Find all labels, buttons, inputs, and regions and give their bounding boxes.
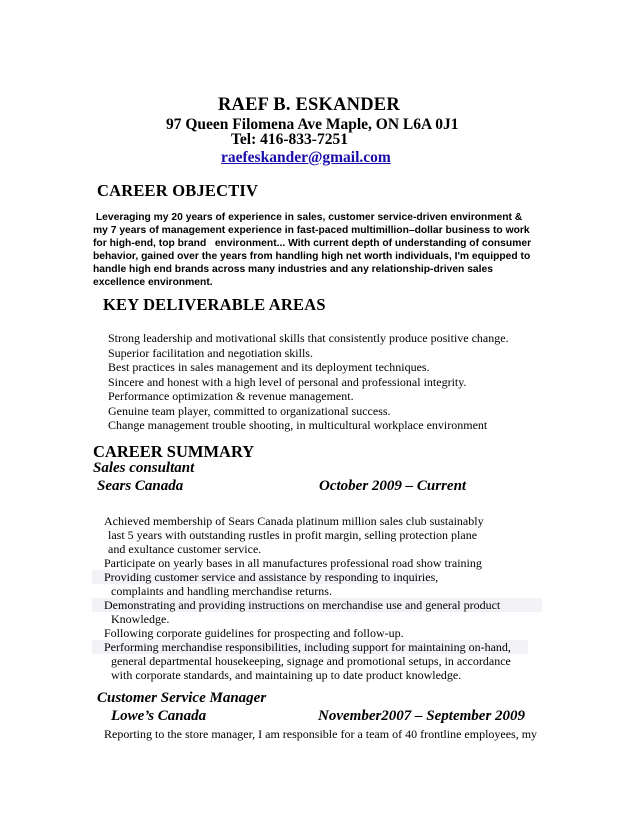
list-item: Following corporate guidelines for prospecting and follow-up. [104, 626, 404, 640]
job-title: Sales consultant [93, 460, 195, 476]
list-item: Participate on yearly bases in all manufactures professional road show training [104, 556, 482, 570]
list-item: Demonstrating and providing instructions on merchandise use and general product [92, 598, 542, 612]
address: 97 Queen Filomena Ave Maple, ON L6A 0J1 [166, 116, 459, 133]
employer: Lowe’s Canada [111, 708, 207, 724]
job-dates: October 2009 – Current [319, 478, 467, 494]
objective-line: excellence environment. [93, 277, 213, 289]
list-item-continuation: last 5 years with outstanding rustles in profit margin, selling protection plane [108, 528, 478, 542]
job-achievements-list [92, 514, 542, 682]
objective-line: my 7 years of management experience in fast-paced multimillion–dollar business to work [93, 225, 530, 237]
objective-line: for high-end, top brand environment... With current depth of understanding of consumer [93, 238, 532, 250]
key-deliverables-list [96, 331, 509, 433]
email-link[interactable]: raefeskander@gmail.com [221, 149, 391, 166]
employer: Sears Canada [97, 478, 184, 494]
list-item-continuation: with corporate standards, and maintaining up to date product knowledge. [111, 668, 462, 682]
list-item: Best practices in sales management and its deployment techniques. [108, 360, 430, 374]
list-item-continuation: complaints and handling merchandise returns. [111, 584, 332, 598]
candidate-name: RAEF B. ESKANDER [218, 95, 400, 115]
list-item: Reporting to the store manager, I am responsible for a team of 40 frontline employees, my [104, 727, 538, 741]
list-item: Genuine team player, committed to organizational success. [108, 403, 391, 418]
list-item: Change management trouble shooting, in multicultural workplace environment [108, 418, 488, 432]
job-title: Customer Service Manager [97, 690, 267, 706]
career-summary-heading: CAREER SUMMARY [93, 442, 255, 461]
list-item: Achieved membership of Sears Canada platinum million sales club sustainably [104, 514, 484, 528]
list-item: Providing customer service and assistance by responding to inquiries, [92, 570, 432, 584]
telephone: Tel: 416-833-7251 [231, 131, 348, 148]
key-deliverables-heading: KEY DELIVERABLE AREAS [103, 295, 326, 314]
list-item: Strong leadership and motivational skills that consistently produce positive change. [108, 331, 509, 345]
career-objective-heading: CAREER OBJECTIV [97, 181, 259, 200]
list-item-continuation: Knowledge. [111, 612, 170, 626]
job-dates: November2007 – September 2009 [318, 708, 526, 724]
list-item: Performing merchandise responsibilities, including support for maintaining on-hand, [92, 640, 528, 654]
list-item-continuation: and exultance customer service. [108, 542, 262, 556]
list-item: Performance optimization & revenue management. [108, 389, 354, 403]
objective-line: handle high end brands across many industries and any relationship-driven sales [93, 264, 493, 276]
career-objective-text [93, 211, 545, 290]
list-item: Superior facilitation and negotiation skills. [108, 345, 313, 360]
objective-line: Leveraging my 20 years of experience in sales, customer service-driven environment & [93, 212, 523, 223]
list-item-continuation: general departmental housekeeping, signage and promotional setups, in accordance [111, 654, 511, 668]
list-item: Sincere and honest with a high level of personal and professional integrity. [108, 374, 467, 389]
objective-line: behavior, gained over the years from handling high net worth individuals, I'm equipped to [93, 251, 531, 263]
